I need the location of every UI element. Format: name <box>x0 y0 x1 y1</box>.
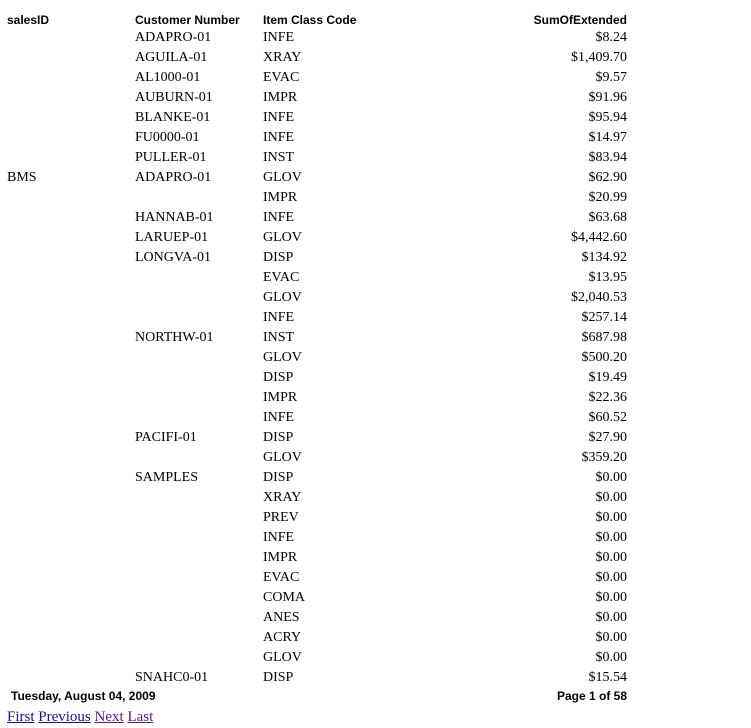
item-class-code-cell: COMA <box>263 590 306 605</box>
item-class-code-cell: INFE <box>263 410 295 425</box>
table-row <box>0 188 751 208</box>
report-rows <box>0 28 751 688</box>
item-class-code-cell: GLOV <box>263 170 302 185</box>
item-class-code-cell: IMPR <box>263 390 298 405</box>
sum-of-extended-cell: $95.94 <box>588 110 627 125</box>
table-row <box>0 608 751 628</box>
table-row <box>0 508 751 528</box>
sum-of-extended-cell: $0.00 <box>595 530 627 545</box>
table-row <box>0 448 751 468</box>
sum-of-extended-cell: $27.90 <box>588 430 627 445</box>
sum-of-extended-cell: $62.90 <box>588 170 627 185</box>
customer-number-cell: PACIFI-01 <box>135 430 197 445</box>
table-row <box>0 168 751 188</box>
customer-number-cell: ADAPRO-01 <box>135 30 212 45</box>
pager-nav <box>7 707 153 727</box>
column-header-customer-number: Customer Number <box>135 13 240 27</box>
table-row <box>0 548 751 568</box>
sum-of-extended-cell: $0.00 <box>595 490 627 505</box>
table-row <box>0 288 751 308</box>
customer-number-cell: PULLER-01 <box>135 150 207 165</box>
table-row <box>0 208 751 228</box>
sum-of-extended-cell: $9.57 <box>595 70 627 85</box>
table-row <box>0 528 751 548</box>
item-class-code-cell: INST <box>263 330 295 345</box>
sum-of-extended-cell: $14.97 <box>588 130 627 145</box>
item-class-code-cell: GLOV <box>263 450 302 465</box>
table-row <box>0 588 751 608</box>
customer-number-cell: SAMPLES <box>135 470 199 485</box>
table-row <box>0 248 751 268</box>
report-date: Tuesday, August 04, 2009 <box>11 689 156 703</box>
table-row <box>0 468 751 488</box>
item-class-code-cell: IMPR <box>263 550 298 565</box>
sum-of-extended-cell: $0.00 <box>595 650 627 665</box>
sum-of-extended-cell: $13.95 <box>588 270 627 285</box>
item-class-code-cell: INFE <box>263 530 295 545</box>
item-class-code-cell: INFE <box>263 30 295 45</box>
sum-of-extended-cell: $19.49 <box>588 370 627 385</box>
sum-of-extended-cell: $0.00 <box>595 630 627 645</box>
item-class-code-cell: PREV <box>263 510 299 525</box>
table-row <box>0 408 751 428</box>
table-row <box>0 328 751 348</box>
table-row <box>0 68 751 88</box>
sum-of-extended-cell: $0.00 <box>595 550 627 565</box>
table-row <box>0 268 751 288</box>
table-row <box>0 228 751 248</box>
item-class-code-cell: EVAC <box>263 570 300 585</box>
item-class-code-cell: INFE <box>263 310 295 325</box>
sum-of-extended-cell: $20.99 <box>588 190 627 205</box>
sum-of-extended-cell: $83.94 <box>588 150 627 165</box>
sum-of-extended-cell: $8.24 <box>595 30 627 45</box>
next-page-link[interactable]: Next <box>94 709 124 725</box>
sum-of-extended-cell: $0.00 <box>595 470 627 485</box>
customer-number-cell: AGUILA-01 <box>135 50 208 65</box>
item-class-code-cell: EVAC <box>263 70 300 85</box>
item-class-code-cell: ACRY <box>263 630 302 645</box>
table-row <box>0 148 751 168</box>
previous-page-link[interactable]: Previous <box>38 709 91 725</box>
item-class-code-cell: DISP <box>263 670 294 685</box>
customer-number-cell: AUBURN-01 <box>135 90 213 105</box>
table-row <box>0 28 751 48</box>
customer-number-cell: BLANKE-01 <box>135 110 211 125</box>
item-class-code-cell: IMPR <box>263 90 298 105</box>
sum-of-extended-cell: $257.14 <box>581 310 627 325</box>
table-row <box>0 668 751 688</box>
table-row <box>0 88 751 108</box>
sum-of-extended-cell: $500.20 <box>581 350 627 365</box>
customer-number-cell: LARUEP-01 <box>135 230 209 245</box>
sum-of-extended-cell: $15.54 <box>588 670 627 685</box>
sum-of-extended-cell: $1,409.70 <box>571 50 627 65</box>
table-row <box>0 568 751 588</box>
sum-of-extended-cell: $4,442.60 <box>571 230 627 245</box>
customer-number-cell: NORTHW-01 <box>135 330 214 345</box>
customer-number-cell: HANNAB-01 <box>135 210 214 225</box>
sum-of-extended-cell: $0.00 <box>595 510 627 525</box>
sum-of-extended-cell: $63.68 <box>588 210 627 225</box>
table-row <box>0 308 751 328</box>
column-header-item-class-code: Item Class Code <box>263 13 357 27</box>
first-page-link[interactable]: First <box>7 709 35 725</box>
item-class-code-cell: ANES <box>263 610 300 625</box>
item-class-code-cell: DISP <box>263 250 294 265</box>
sum-of-extended-cell: $60.52 <box>588 410 627 425</box>
table-row <box>0 108 751 128</box>
item-class-code-cell: XRAY <box>263 490 302 505</box>
column-header-sum-of-extended: SumOfExtended <box>533 13 627 27</box>
item-class-code-cell: DISP <box>263 470 294 485</box>
sum-of-extended-cell: $22.36 <box>588 390 627 405</box>
sum-of-extended-cell: $687.98 <box>581 330 627 345</box>
item-class-code-cell: INFE <box>263 210 295 225</box>
item-class-code-cell: INFE <box>263 130 295 145</box>
customer-number-cell: AL1000-01 <box>135 70 201 85</box>
sales-id-cell: BMS <box>7 170 37 185</box>
item-class-code-cell: DISP <box>263 430 294 445</box>
item-class-code-cell: DISP <box>263 370 294 385</box>
table-row <box>0 348 751 368</box>
item-class-code-cell: XRAY <box>263 50 302 65</box>
table-row <box>0 628 751 648</box>
item-class-code-cell: GLOV <box>263 650 302 665</box>
table-row <box>0 488 751 508</box>
item-class-code-cell: INFE <box>263 110 295 125</box>
table-row <box>0 388 751 408</box>
item-class-code-cell: EVAC <box>263 270 300 285</box>
item-class-code-cell: IMPR <box>263 190 298 205</box>
sum-of-extended-cell: $0.00 <box>595 590 627 605</box>
customer-number-cell: LONGVA-01 <box>135 250 211 265</box>
item-class-code-cell: INST <box>263 150 295 165</box>
customer-number-cell: FU0000-01 <box>135 130 200 145</box>
sum-of-extended-cell: $134.92 <box>581 250 627 265</box>
page-indicator: Page 1 of 58 <box>556 689 627 703</box>
table-row <box>0 128 751 148</box>
customer-number-cell: SNAHC0-01 <box>135 670 209 685</box>
sum-of-extended-cell: $91.96 <box>588 90 627 105</box>
sum-of-extended-cell: $0.00 <box>595 610 627 625</box>
sum-of-extended-cell: $2,040.53 <box>571 290 627 305</box>
table-row <box>0 368 751 388</box>
last-page-link[interactable]: Last <box>127 709 154 725</box>
table-row <box>0 48 751 68</box>
column-header-sales-id: salesID <box>7 13 50 27</box>
customer-number-cell: ADAPRO-01 <box>135 170 212 185</box>
item-class-code-cell: GLOV <box>263 290 302 305</box>
table-row <box>0 648 751 668</box>
table-row <box>0 428 751 448</box>
sum-of-extended-cell: $0.00 <box>595 570 627 585</box>
sum-of-extended-cell: $359.20 <box>581 450 627 465</box>
item-class-code-cell: GLOV <box>263 230 302 245</box>
item-class-code-cell: GLOV <box>263 350 302 365</box>
